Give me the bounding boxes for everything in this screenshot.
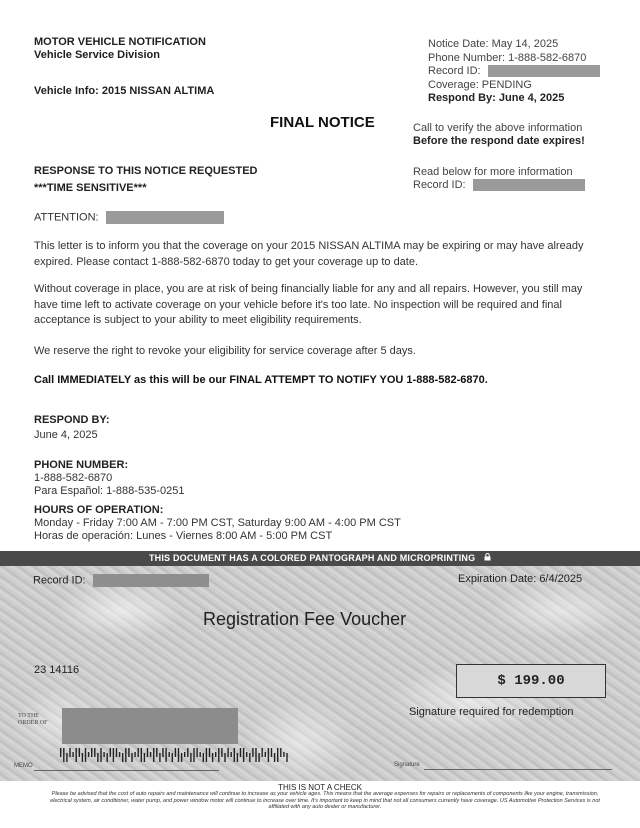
notice-title: MOTOR VEHICLE NOTIFICATION [34, 36, 206, 48]
record-id-label: Record ID: [428, 65, 481, 77]
pay-to-label [18, 713, 48, 727]
barcode-graphic [60, 748, 290, 762]
banner-text: THIS DOCUMENT HAS A COLORED PANTOGRAPH AND MICROPRINTING [148, 553, 476, 563]
phone-label: PHONE NUMBER: [34, 459, 129, 471]
memo-line [34, 770, 219, 771]
body-paragraph-3: We reserve the right to revoke your eligibility for service coverage after 5 days. [34, 345, 416, 357]
respond-by-label: RESPOND BY: [34, 414, 110, 426]
signature-required: Signature required for redemption [409, 706, 574, 718]
order-of-label: ORDER OF [18, 720, 48, 726]
signature-line [424, 769, 612, 770]
read-below-record [413, 179, 585, 192]
disclaimer: Please be advised that the cost of auto repairs and maintenance will continue to increase as your vehicle ages. This means that the average expenses for repairs or replacements of components like your engine, transmission, electrical system, air conditioner, water pump, and power window motor will continue to increase over time. It's important to keep in mind that not all consumers currently have coverage. US Automotive Protection Services is not affiliated with any auto dealer or manufacturer. [50, 791, 600, 810]
hours-spanish: Horas de operación: Lunes - Viernes 8:00 AM - 5:00 PM CST [34, 530, 333, 542]
redacted-name [106, 211, 224, 224]
redacted-record-id [93, 574, 209, 587]
verify-deadline: Before the respond date expires! [413, 135, 585, 147]
redacted-record-id [488, 65, 600, 77]
verify-note [413, 122, 585, 148]
postal-barcode [60, 748, 290, 767]
coverage-status: Coverage: PENDING [428, 78, 532, 91]
time-sensitive: ***TIME SENSITIVE*** [34, 182, 147, 194]
notice-date: Notice Date: May 14, 2025 [428, 38, 559, 50]
voucher-record-id [33, 574, 209, 587]
phone-spanish: Para Español: 1-888-535-0251 [34, 485, 185, 497]
pantograph-banner [0, 551, 640, 566]
not-a-check: THIS IS NOT A CHECK [278, 783, 362, 792]
respond-by-value: June 4, 2025 [34, 429, 98, 441]
call-immediately: Call IMMEDIATELY as this will be our FINAL ATTEMPT TO NOTIFY YOU 1-888-582-6870. [34, 374, 488, 386]
response-requested [34, 163, 258, 197]
record-id-label: Record ID: [413, 179, 466, 191]
attention-line [34, 211, 224, 224]
read-below-note [413, 166, 585, 192]
record-id-label: Record ID: [33, 574, 86, 587]
notice-header [34, 36, 206, 62]
verify-line: Call to verify the above information [413, 122, 583, 134]
to-the-label: TO THE [18, 713, 39, 719]
phone-number: 1-888-582-6870 [34, 472, 113, 484]
body-paragraph-1: This letter is to inform you that the coverage on your 2015 NISSAN ALTIMA may be expiring or may have already expired. Please contact 1-888-582-6870 today to get your coverage up to date. [34, 240, 584, 268]
lock-icon [484, 551, 491, 566]
redacted-record-id [473, 179, 585, 191]
voucher-amount: $ 199.00 [456, 664, 606, 698]
signature-label: Signature [394, 762, 420, 768]
respond-by-date: Respond By: June 4, 2025 [428, 92, 565, 104]
info-box [428, 38, 600, 106]
hours-english: Monday - Friday 7:00 AM - 7:00 PM CST, Saturday 9:00 AM - 4:00 PM CST [34, 517, 401, 529]
read-below-line: Read below for more information [413, 166, 573, 178]
attention-label: ATTENTION: [34, 211, 99, 224]
division-name: Vehicle Service Division [34, 49, 160, 61]
hours-label: HOURS OF OPERATION: [34, 504, 164, 516]
response-line: RESPONSE TO THIS NOTICE REQUESTED [34, 165, 258, 177]
body-paragraph-2: Without coverage in place, you are at risk of being financially liable for any and all repairs. However, you still may have time left to activate coverage on your vehicle before it's too late. No inspection will be required and final acceptance is subject to your ability to meet eligibility requirements. [34, 283, 583, 326]
voucher-number: 23 14116 [34, 664, 80, 676]
info-record-id [428, 65, 600, 79]
memo-label: MEMO [14, 763, 33, 769]
final-notice-heading: FINAL NOTICE [270, 114, 375, 131]
voucher-title: Registration Fee Voucher [203, 609, 407, 629]
info-phone: Phone Number: 1-888-582-6870 [428, 51, 587, 64]
redacted-payee [62, 708, 238, 744]
expiration-date: Expiration Date: 6/4/2025 [458, 573, 583, 585]
vehicle-info: Vehicle Info: 2015 NISSAN ALTIMA [34, 85, 215, 97]
